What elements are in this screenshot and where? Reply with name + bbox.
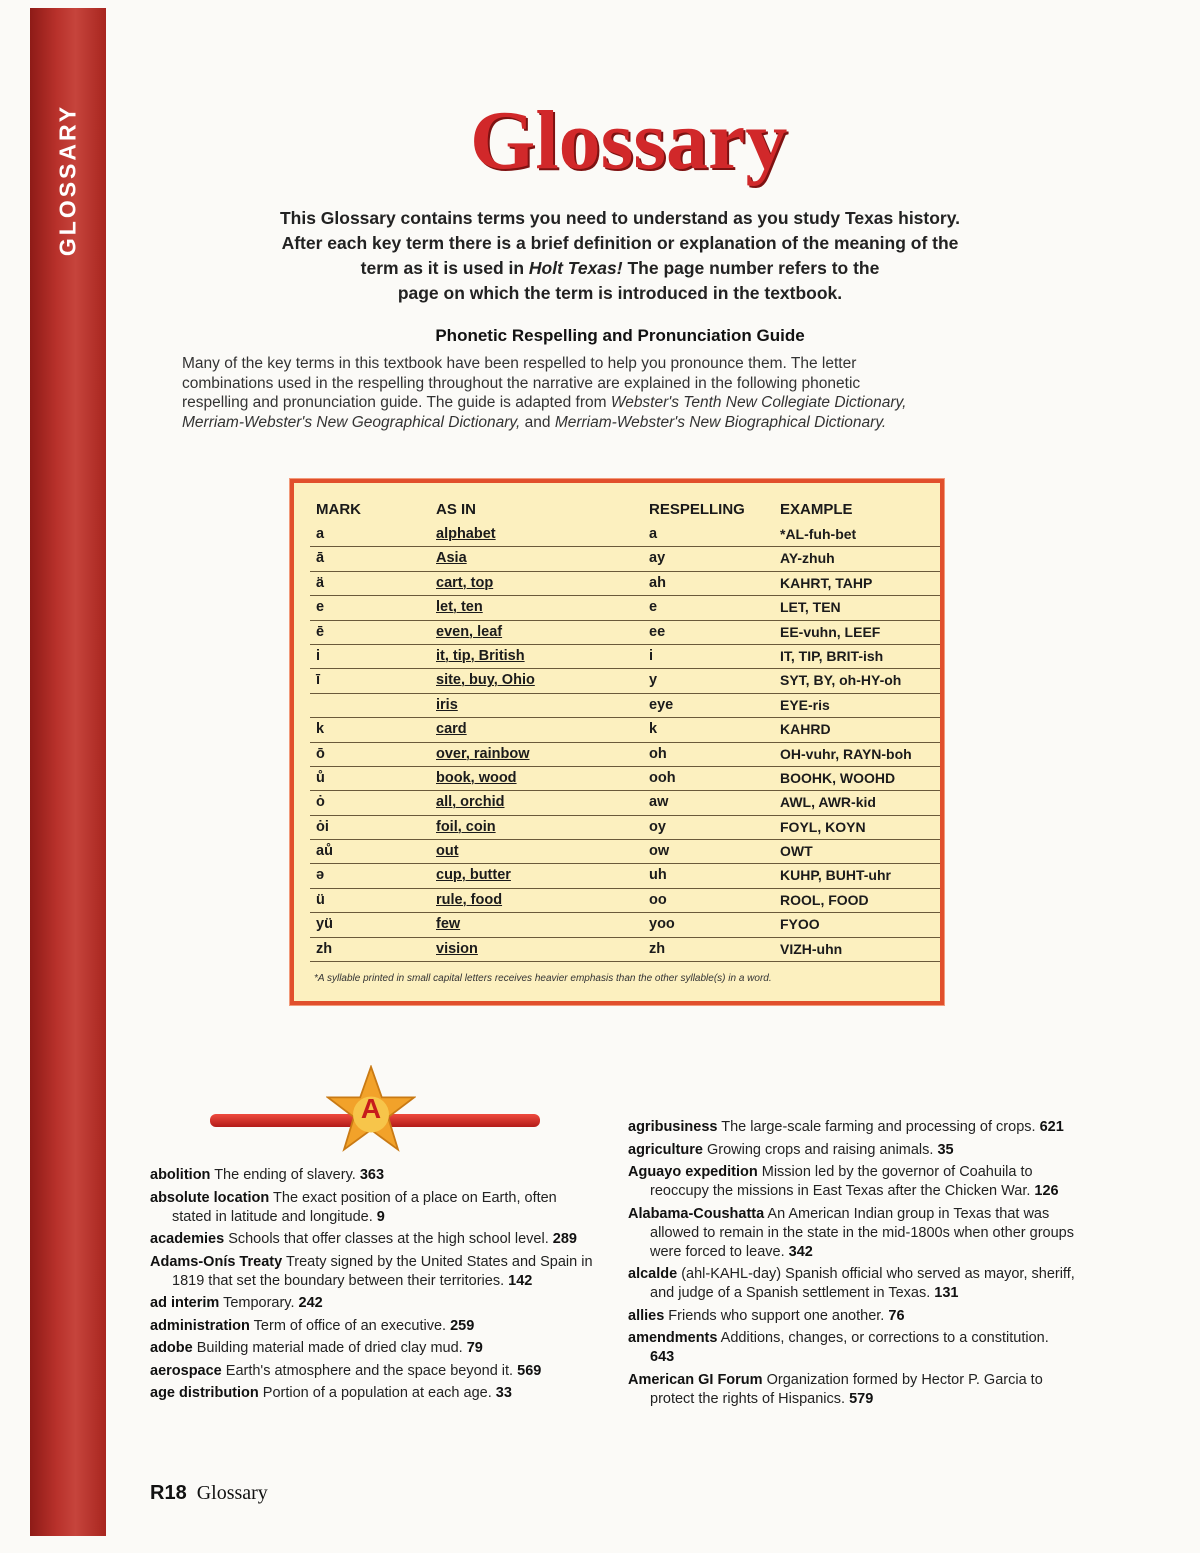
entry-term: allies (628, 1307, 665, 1324)
cell-mark: ȯ (316, 794, 325, 811)
entry-definition: Growing crops and raising animals. (702, 1141, 938, 1158)
cell-mark: ȯi (316, 818, 329, 835)
intro-line-3: term as it is used in Holt Texas! The page number refers to the (360, 258, 880, 278)
entry-term: age distribution (150, 1385, 259, 1401)
cell-example: *AL-fuh-bet (780, 526, 857, 542)
cell-respelling: ee (649, 623, 666, 640)
cell-respelling: eye (649, 696, 674, 713)
glossary-column-right (628, 1118, 1076, 1412)
entry-term: alcalde (628, 1266, 678, 1282)
entry-page-number: 142 (508, 1272, 533, 1289)
cell-respelling: ow (649, 843, 670, 860)
cell-respelling: ay (649, 550, 666, 567)
table-row (310, 840, 940, 864)
cell-mark: ī (316, 672, 321, 689)
cell-respelling: ah (649, 574, 666, 591)
table-row (310, 572, 940, 596)
cell-as-in: card (436, 721, 467, 738)
cell-example: KAHRT, TAHP (780, 574, 873, 591)
cell-example: FOYL, KOYN (780, 818, 866, 835)
glossary-entry (150, 1317, 598, 1336)
guide-paragraph (182, 354, 1062, 432)
entry-definition: Earth's atmosphere and the space beyond it. (221, 1362, 518, 1379)
entry-term: American GI Forum (628, 1371, 763, 1388)
cell-as-in: site, buy, Ohio (436, 672, 535, 689)
entry-term: Aguayo expedition (628, 1164, 758, 1180)
entry-definition: Treaty signed by the United States and Spain in 1819 that set the boundary between their territories. (172, 1253, 593, 1289)
cell-as-in: alphabet (436, 526, 496, 542)
table-row (310, 621, 940, 645)
entry-term: abolition (150, 1167, 211, 1183)
cell-as-in: it, tip, British (436, 647, 525, 664)
table-row (310, 767, 940, 791)
entry-page-number: 35 (937, 1141, 954, 1158)
cell-example: EE-vuhn, LEEF (780, 623, 881, 640)
footer-page-number: R18 (150, 1482, 187, 1504)
cell-as-in: foil, coin (436, 818, 496, 835)
cell-respelling: oh (649, 745, 667, 762)
cell-respelling: yoo (649, 916, 675, 933)
glossary-entry (628, 1141, 1076, 1160)
cell-example: BOOHK, WOOHD (780, 769, 896, 786)
entry-page-number: 126 (1034, 1183, 1059, 1199)
glossary-entry (628, 1371, 1076, 1409)
cell-mark: ō (316, 745, 325, 762)
cell-mark: i (316, 647, 321, 664)
glossary-entry (628, 1307, 1076, 1326)
guide-line-3: respelling and pronunciation guide. The guide is adapted from Webster's Tenth New Collegiate Dictionary, (182, 394, 907, 411)
cell-respelling: ooh (649, 769, 676, 786)
guide-line-4: Merriam-Webster's New Geographical Dictionary, and Merriam-Webster's New Biographical Dictionary. (182, 413, 887, 431)
table-row (310, 718, 940, 742)
table-row (310, 694, 940, 718)
cell-example: KAHRD (780, 721, 831, 738)
entry-term: Alabama-Coushatta (628, 1205, 765, 1222)
glossary-column-left (150, 1166, 598, 1407)
glossary-entry (150, 1230, 598, 1249)
entry-page-number: 9 (376, 1208, 385, 1225)
section-letter: A (360, 1093, 382, 1124)
cell-example: VIZH-uhn (780, 940, 843, 957)
cell-as-in: book, wood (436, 769, 517, 786)
entry-term: amendments (628, 1330, 718, 1346)
entry-term: Adams-Onís Treaty (150, 1253, 283, 1270)
cell-example: ROOL, FOOD (780, 891, 869, 908)
entry-definition: Building material made of dried clay mud. (192, 1340, 467, 1356)
cell-respelling: y (649, 672, 658, 689)
table-body (310, 523, 940, 962)
cell-example: FYOO (780, 916, 820, 933)
cell-mark: ü (316, 891, 325, 908)
entry-page-number: 621 (1039, 1119, 1064, 1135)
intro-paragraph (215, 206, 1025, 306)
entry-page-number: 643 (650, 1349, 675, 1365)
glossary-entry (628, 1118, 1076, 1137)
cell-as-in: out (436, 843, 459, 860)
entry-page-number: 79 (466, 1340, 483, 1356)
glossary-entry (150, 1362, 598, 1381)
cell-example: LET, TEN (780, 599, 841, 616)
cell-respelling: uh (649, 867, 667, 884)
cell-respelling: zh (649, 940, 666, 957)
header-respelling: RESPELLING (649, 501, 745, 518)
entry-term: absolute location (150, 1189, 270, 1206)
entry-term: agriculture (628, 1141, 703, 1158)
entry-term: agribusiness (628, 1119, 718, 1135)
entry-definition: Schools that offer classes at the high school level. (224, 1231, 553, 1247)
intro-line-2: After each key term there is a brief definition or explanation of the meaning of the (281, 233, 959, 253)
cell-respelling: oy (649, 818, 666, 835)
table-row (310, 645, 940, 669)
cell-example: IT, TIP, BRIT-ish (780, 647, 884, 664)
table-header-row (294, 501, 940, 521)
glossary-entry (150, 1384, 598, 1403)
entry-page-number: 342 (788, 1243, 813, 1260)
guide-heading: Phonetic Respelling and Pronunciation Guide (435, 326, 805, 345)
glossary-entry (150, 1189, 598, 1227)
cell-respelling: i (649, 647, 654, 664)
glossary-entry (150, 1339, 598, 1358)
entry-definition: Temporary. (219, 1295, 299, 1311)
entry-page-number: 569 (517, 1362, 542, 1379)
glossary-entry (150, 1166, 598, 1185)
cell-example: SYT, BY, oh-HY-oh (780, 672, 902, 689)
cell-example: AWL, AWR-kid (780, 794, 876, 811)
table-row (310, 913, 940, 937)
entry-definition: Additions, changes, or corrections to a constitution. (717, 1330, 1049, 1346)
cell-example: KUHP, BUHT-uhr (780, 867, 891, 884)
cell-mark: a (316, 526, 325, 542)
cell-as-in: cup, butter (436, 867, 511, 884)
entry-definition: An American Indian group in Texas that was allowed to remain in the state in the mid-1800s when other groups were forced to leave. (650, 1205, 1074, 1260)
table-row (310, 523, 940, 547)
entry-definition: (ahl-KAHL-day) Spanish official who served as mayor, sheriff, and judge of a Spanish settlement in Texas. (650, 1266, 1075, 1301)
page-title: Glossary (470, 94, 788, 187)
entry-page-number: 76 (888, 1307, 905, 1324)
cell-mark: yü (316, 916, 333, 933)
cell-as-in: few (436, 916, 461, 933)
cell-as-in: iris (436, 696, 458, 713)
table-row (310, 547, 940, 571)
cell-as-in: even, leaf (436, 623, 503, 640)
entry-term: adobe (150, 1340, 193, 1356)
entry-page-number: 579 (849, 1390, 874, 1407)
cell-mark: ä (316, 574, 325, 591)
cell-respelling: oo (649, 891, 667, 908)
entry-definition: Friends who support one another. (664, 1307, 889, 1324)
entry-page-number: 33 (495, 1385, 512, 1401)
cell-as-in: cart, top (436, 574, 494, 591)
table-row (310, 938, 940, 962)
header-as-in: AS IN (436, 501, 477, 518)
table-row (310, 743, 940, 767)
table-row (310, 864, 940, 888)
cell-as-in: all, orchid (436, 794, 505, 811)
cell-mark: k (316, 721, 325, 738)
entry-page-number: 131 (934, 1285, 959, 1301)
glossary-entry (628, 1265, 1076, 1303)
entry-page-number: 363 (359, 1167, 385, 1183)
intro-line-4: page on which the term is introduced in the textbook. (397, 283, 843, 303)
cell-mark: e (316, 599, 325, 616)
cell-example: OWT (780, 843, 813, 860)
entry-term: ad interim (150, 1295, 220, 1311)
header-example: EXAMPLE (780, 501, 853, 518)
cell-mark: aů (316, 843, 333, 860)
cell-respelling: e (649, 599, 658, 616)
table-footnote: *A syllable printed in small capital letters receives heavier emphasis than the other syllable(s) in a word. (314, 973, 772, 984)
cell-example: OH-vuhr, RAYN-boh (780, 745, 912, 762)
cell-mark: ē (316, 623, 325, 640)
cell-as-in: rule, food (436, 891, 503, 908)
entry-definition: Portion of a population at each age. (258, 1385, 496, 1401)
entry-definition: Term of office of an executive. (249, 1317, 451, 1334)
cell-respelling: aw (649, 794, 669, 811)
entry-page-number: 259 (450, 1317, 475, 1334)
glossary-entry (628, 1163, 1076, 1201)
entry-definition: The large-scale farming and processing of crops. (717, 1119, 1040, 1135)
footer-section-name: Glossary (196, 1482, 268, 1504)
entry-definition: The exact position of a place on Earth, often stated in latitude and longitude. (172, 1189, 557, 1225)
pronunciation-table (290, 479, 944, 1005)
table-row (310, 816, 940, 840)
cell-respelling: k (649, 721, 658, 738)
table-row (310, 596, 940, 620)
glossary-entry (150, 1294, 598, 1313)
cell-mark: zh (316, 940, 333, 957)
entry-definition: Organization formed by Hector P. Garcia to protect the rights of Hispanics. (650, 1371, 1043, 1407)
cell-mark: ů (316, 769, 325, 786)
cell-as-in: Asia (436, 550, 467, 567)
side-tab-label: GLOSSARY (54, 103, 81, 257)
page-footer (150, 1482, 268, 1505)
entry-page-number: 289 (552, 1231, 577, 1247)
table-row (310, 889, 940, 913)
entry-definition: The ending of slavery. (210, 1167, 360, 1183)
intro-line-1: This Glossary contains terms you need to understand as you study Texas history. (279, 208, 961, 228)
glossary-entry (150, 1253, 598, 1291)
cell-mark: ə (316, 867, 325, 884)
entry-term: academies (150, 1231, 225, 1247)
cell-as-in: let, ten (436, 599, 483, 616)
cell-mark: ā (316, 550, 325, 567)
header-mark: MARK (316, 501, 361, 518)
entry-term: administration (150, 1317, 250, 1334)
table-row (310, 791, 940, 815)
cell-example: AY-zhuh (780, 550, 835, 567)
entry-page-number: 242 (298, 1295, 323, 1311)
glossary-entry (628, 1205, 1076, 1262)
entry-definition: Mission led by the governor of Coahuila to reoccupy the missions in East Texas after the Chicken War. (650, 1164, 1035, 1199)
cell-as-in: vision (436, 940, 478, 957)
guide-line-1: Many of the key terms in this textbook have been respelled to help you pronounce them. The letter (182, 355, 857, 372)
cell-example: EYE-ris (780, 696, 830, 713)
entry-term: aerospace (150, 1362, 222, 1379)
cell-as-in: over, rainbow (436, 745, 530, 762)
cell-respelling: a (649, 526, 658, 542)
guide-line-2: combinations used in the respelling throughout the narrative are explained in the following phonetic (182, 374, 861, 392)
glossary-entry (628, 1329, 1076, 1367)
table-row (310, 669, 940, 693)
